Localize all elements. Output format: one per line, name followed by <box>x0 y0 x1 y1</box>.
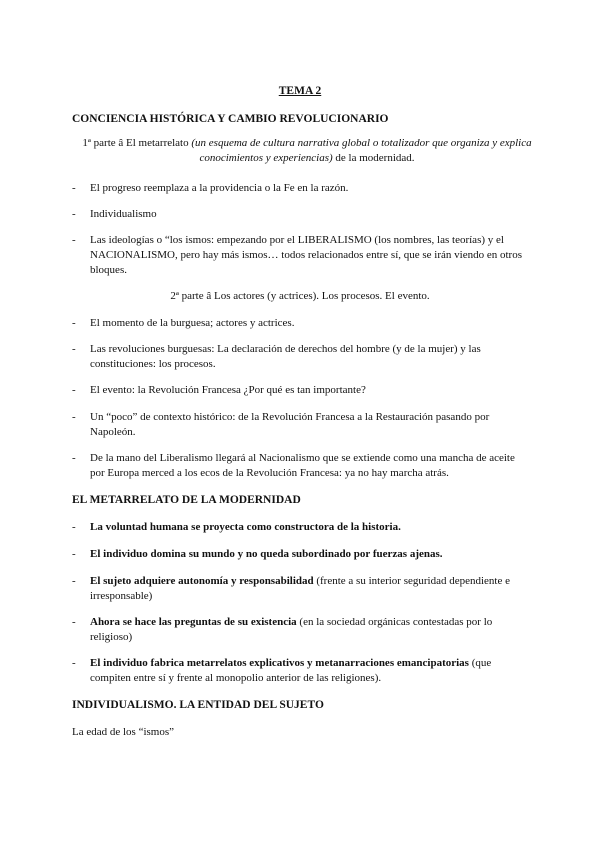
list-item-text: De la mano del Liberalismo llegará al Nacionalismo que se extiende como una mancha de aceite por Europa merced a los ecos de la Revolución Francesa: ya no hay marcha atrás. <box>90 452 515 479</box>
list-item-bold: El individuo domina su mundo y no queda subordinado por fuerzas ajenas. <box>90 548 443 560</box>
list-item <box>72 233 532 278</box>
list-item-bold: El sujeto adquiere autonomía y responsabilidad <box>90 575 314 587</box>
bullet-dash: - <box>72 182 76 194</box>
bullet-dash: - <box>72 343 76 355</box>
list-item-bold: El individuo fabrica metarrelatos explicativos y metanarraciones emancipatorias <box>90 657 469 669</box>
list-item <box>72 383 532 398</box>
list-item <box>72 520 532 535</box>
bullet-dash: - <box>72 575 76 587</box>
bullet-dash: - <box>72 616 76 628</box>
bullet-dash: - <box>72 208 76 220</box>
bullet-dash: - <box>72 411 76 423</box>
list-item <box>72 342 532 372</box>
list-item-bold: Ahora se hace las preguntas de su existencia <box>90 616 297 628</box>
part1-lead: 1ª parte â El metarrelato <box>82 137 192 149</box>
section-heading-individualismo: INDIVIDUALISMO. LA ENTIDAD DEL SUJETO <box>72 699 324 711</box>
bullet-dash: - <box>72 657 76 669</box>
list-item <box>72 656 532 686</box>
list-item <box>72 316 532 331</box>
list-item-rest: (que compiten entre sí y frente al monopolio anterior de las religiones). <box>90 657 492 684</box>
list-item-text: Las revoluciones burguesas: La declaración de derechos del hombre (y de la mujer) y las constituciones: los procesos. <box>90 343 481 370</box>
document-title: TEMA 2 <box>278 85 322 97</box>
list-item-text <box>90 656 532 686</box>
list-item-text: El evento: la Revolución Francesa ¿Por qué es tan importante? <box>90 384 366 396</box>
bullet-dash: - <box>72 452 76 464</box>
list-item <box>72 615 532 645</box>
closing-line: La edad de los “ismos” <box>72 726 175 738</box>
section-heading-conciencia: CONCIENCIA HISTÓRICA Y CAMBIO REVOLUCIONARIO <box>72 113 389 125</box>
list-item <box>72 574 532 604</box>
bullet-dash: - <box>72 521 76 533</box>
part1-intro <box>72 136 542 166</box>
list-item-text: Individualismo <box>90 208 157 220</box>
list-item-text <box>90 574 532 604</box>
list-item-text <box>90 547 532 562</box>
bullet-dash: - <box>72 317 76 329</box>
list-item-text: Un “poco” de contexto histórico: de la Revolución Francesa a la Restauración pasando por Napoleón. <box>90 411 490 438</box>
part1-italic: (un esquema de cultura narrativa global o totalizador que organiza y explica conocimientos y experiencias) <box>191 137 532 164</box>
list-item <box>72 207 532 222</box>
list-item-text: El progreso reemplaza a la providencia o la Fe en la razón. <box>90 182 349 194</box>
list-item <box>72 410 532 440</box>
list-item-bold: La voluntad humana se proyecta como constructora de la historia. <box>90 521 401 533</box>
list-item-rest: (frente a su interior seguridad dependiente e irresponsable) <box>90 575 510 602</box>
part2-intro: 2ª parte â Los actores (y actrices). Los procesos. El evento. <box>170 290 430 302</box>
bullet-dash: - <box>72 234 76 246</box>
section-heading-metarrelato: EL METARRELATO DE LA MODERNIDAD <box>72 494 301 506</box>
part1-tail: de la modernidad. <box>332 152 415 164</box>
list-item <box>72 181 532 196</box>
list-item <box>72 547 532 562</box>
bullet-dash: - <box>72 548 76 560</box>
list-item-text <box>90 520 532 535</box>
bullet-dash: - <box>72 384 76 396</box>
list-item-text: El momento de la burguesa; actores y actrices. <box>90 317 295 329</box>
list-item-rest: (en la sociedad orgánicas contestadas por lo religioso) <box>90 616 493 643</box>
list-item <box>72 451 532 481</box>
list-item-text <box>90 615 532 645</box>
list-item-text: Las ideologías o “los ismos: empezando por el LIBERALISMO (los nombres, las teorías) y el NACIONALISMO, pero hay más ismos… todos relacionados entre sí, que se irán viendo en otros bloques. <box>90 234 522 276</box>
